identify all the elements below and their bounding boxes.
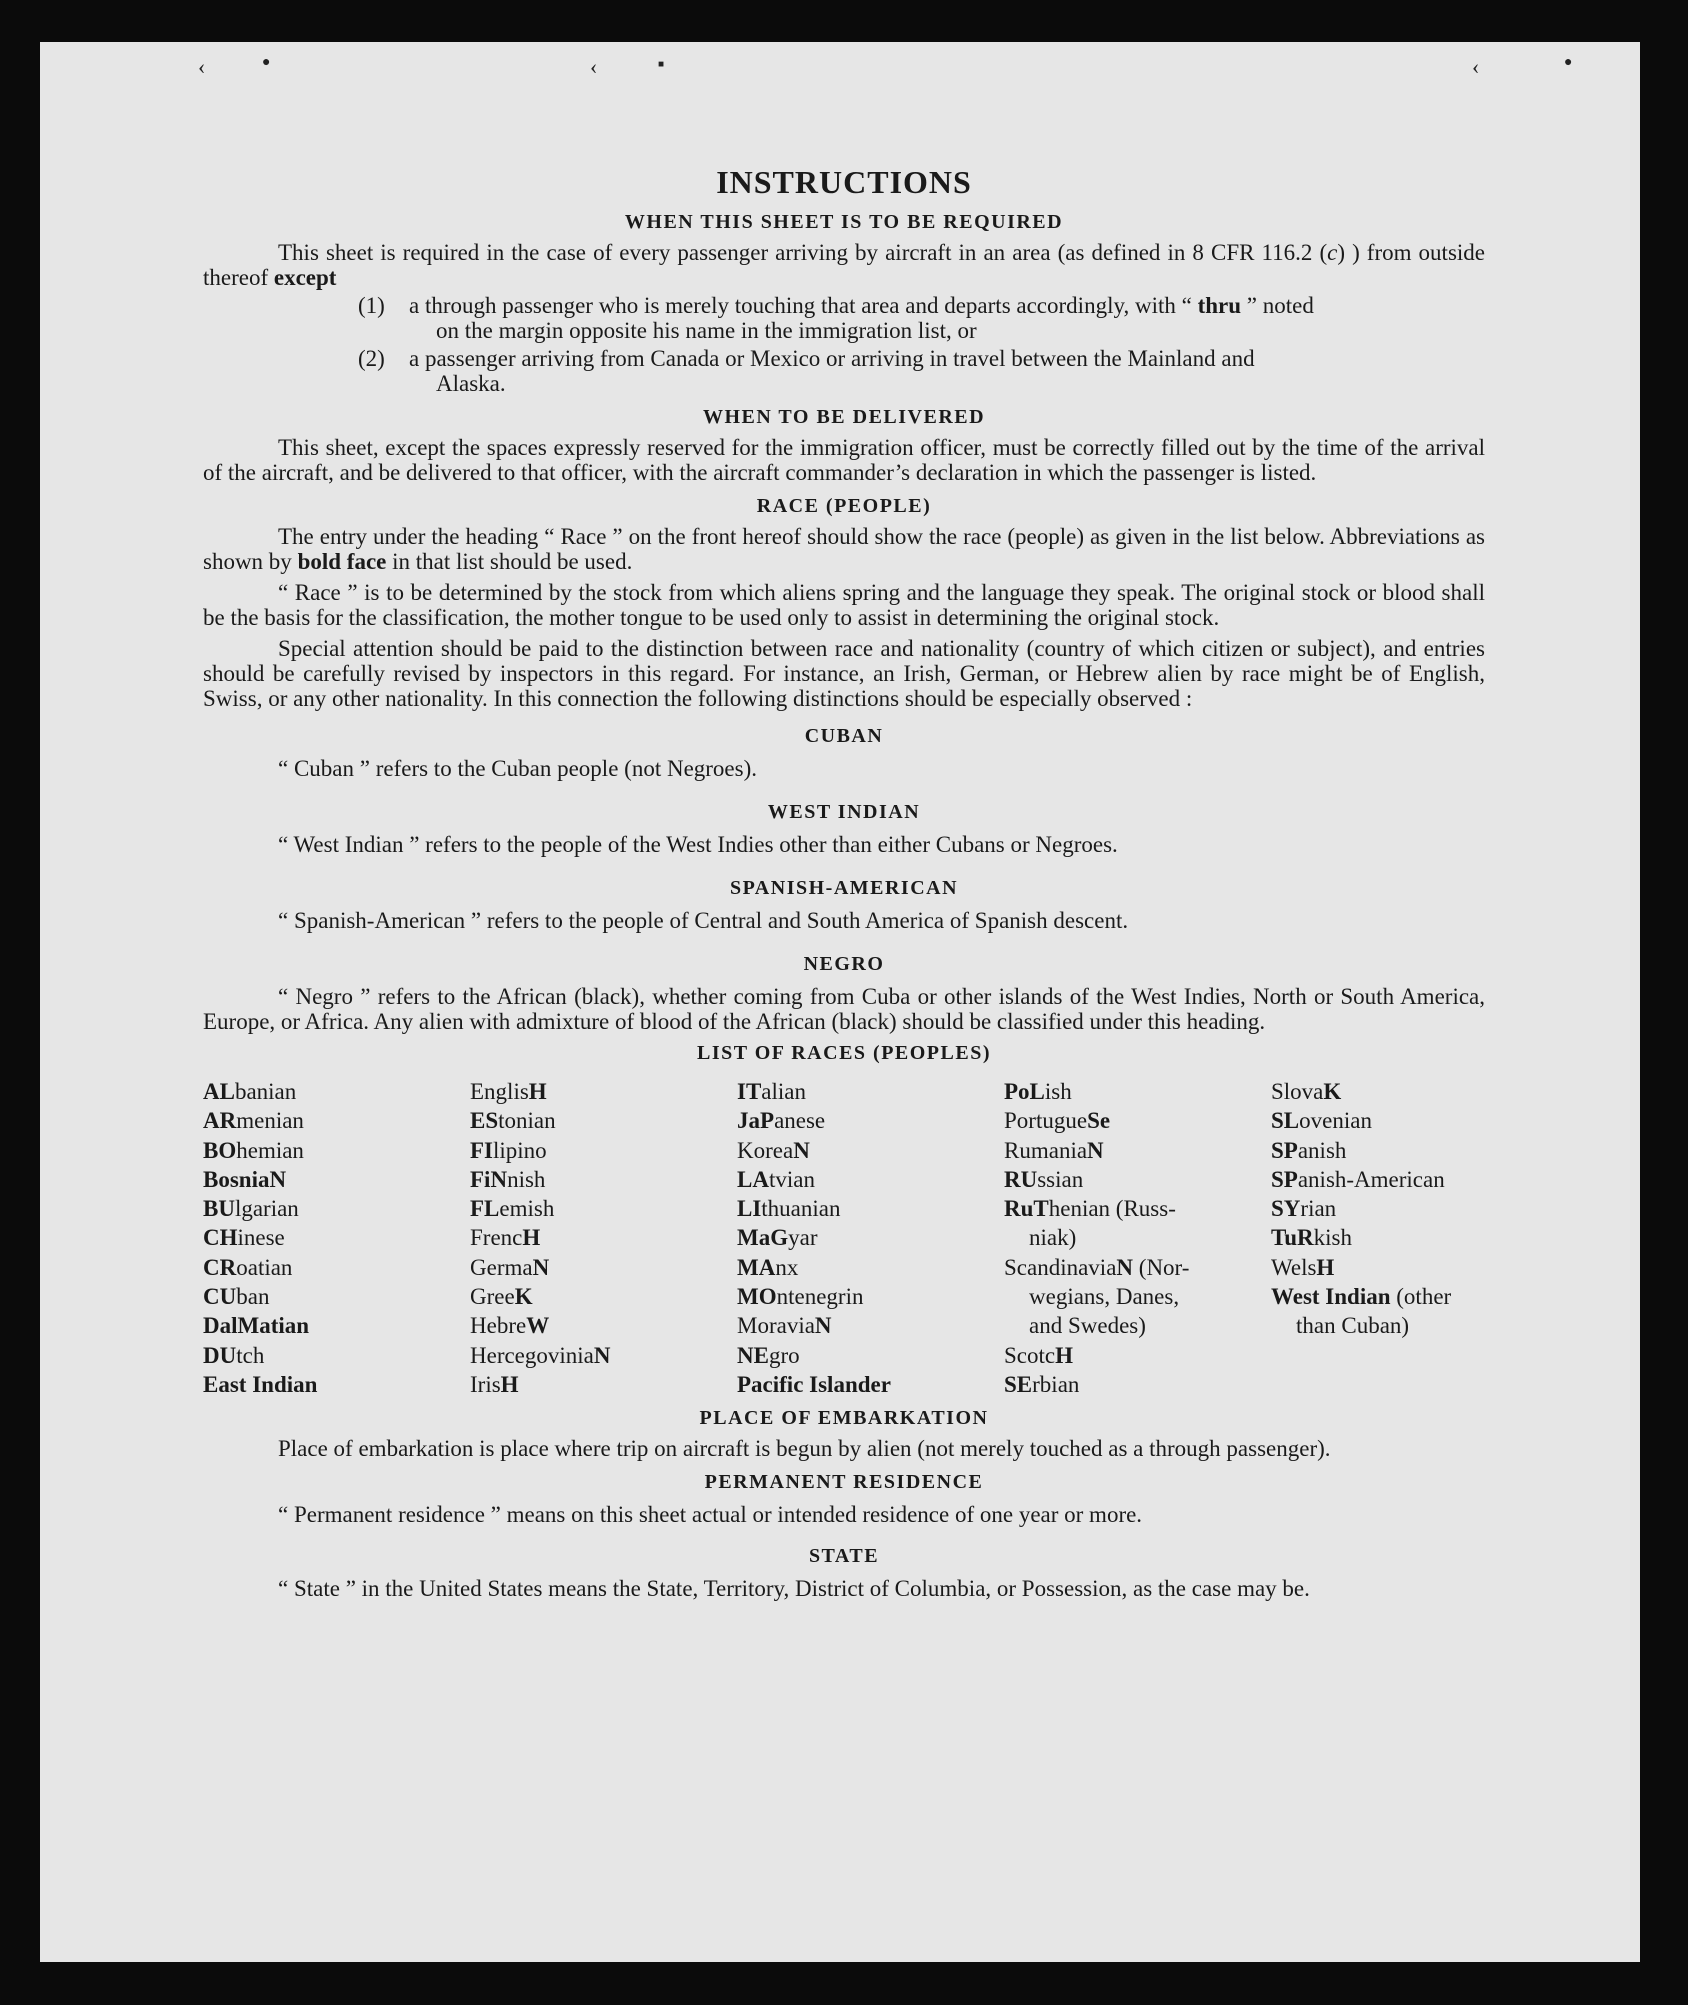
negro-text: “ Negro ” refers to the African (black), whether coming from Cuba or other islands of the West Indies, North or South America, Europe, or Africa. Any alien with admixture of blood of the African (black) should be classified under this heading. <box>203 984 1485 1034</box>
race-entry: SErbian <box>1004 1371 1080 1397</box>
race-entry: TuRkish <box>1271 1225 1352 1251</box>
races-column <box>737 1077 1004 1399</box>
section-heading-west-indian: WEST INDIAN <box>767 801 921 823</box>
race-entry: CUban <box>203 1284 270 1310</box>
race-entry: JaPanese <box>737 1108 826 1134</box>
race-entry: FLemish <box>470 1196 555 1222</box>
west-indian-text: “ West Indian ” refers to the people of the West Indies other than either Cubans or Negroes. <box>278 832 1118 857</box>
state-text: “ State ” in the United States means the State, Territory, District of Columbia, or Possession, as the case may be. <box>278 1576 1310 1602</box>
race-entry: ITalian <box>737 1079 806 1104</box>
race-entry: ScotcH <box>1004 1342 1073 1368</box>
race-entry: WelsH <box>1271 1254 1335 1280</box>
race-entry: ALbanian <box>203 1079 297 1104</box>
race-entry: BOhemian <box>203 1137 304 1163</box>
spanish-american-text: “ Spanish-American ” refers to the people of Central and South America of Spanish descent. <box>278 908 1129 933</box>
residence-text: “ Permanent residence ” means on this sheet actual or intended residence of one year or more. <box>278 1502 1143 1528</box>
race-entry: DalMatian <box>203 1313 310 1339</box>
race-entry: CHinese <box>203 1225 285 1251</box>
race-entry: SlovaK <box>1271 1079 1342 1104</box>
race-entry: Pacific Islander <box>737 1371 891 1397</box>
race-entry: HebreW <box>470 1313 550 1339</box>
section-heading-cuban: CUBAN <box>804 725 884 747</box>
race-entry: RUssian <box>1004 1166 1084 1192</box>
races-list <box>203 1077 1485 1399</box>
delivered-text: This sheet, except the spaces expressly reserved for the immigration officer, must be correctly filled out by the time of the arrival of the aircraft, and be delivered to that officer, with the aircraft commander’s declaration in which the passenger is listed. <box>203 435 1485 485</box>
section-heading-residence: PERMANENT RESIDENCE <box>704 1471 984 1494</box>
races-column <box>1271 1077 1541 1399</box>
race-entry: DUtch <box>203 1342 265 1368</box>
race-entry: LAtvian <box>737 1166 815 1192</box>
race-paragraph-1: The entry under the heading “ Race ” on the front hereof should show the race (people) as given in the list below. Abbreviations as shown by bold face in that list should be used. <box>203 524 1485 574</box>
race-entry: HercegoviniaN <box>470 1342 611 1368</box>
section-heading-embarkation: PLACE OF EMBARKATION <box>699 1407 989 1430</box>
race-paragraph-2: “ Race ” is to be determined by the stock from which aliens spring and the language they speak. The original stock or blood shall be the basis for the classification, the mother tongue to be used only to assist in determining the original stock. <box>203 580 1485 630</box>
instructions-content <box>203 122 1485 1601</box>
race-entry: CRoatian <box>203 1254 293 1280</box>
race-entry: FrencH <box>470 1225 541 1251</box>
race-entry: EnglisH <box>470 1079 547 1104</box>
section-heading-delivered: WHEN TO BE DELIVERED <box>702 406 986 428</box>
race-entry: SPanish <box>1271 1137 1347 1163</box>
race-entry: SYrian <box>1271 1196 1337 1222</box>
race-entry: SLovenian <box>1271 1108 1372 1134</box>
cuban-text: “ Cuban ” refers to the Cuban people (not Negroes). <box>278 756 758 781</box>
scan-mark: ■ <box>658 59 665 70</box>
race-entry: FiNnish <box>470 1166 546 1192</box>
race-entry: wegians, Danes, <box>1029 1284 1180 1310</box>
race-entry: LIthuanian <box>737 1196 841 1222</box>
section-heading-race: RACE (PEOPLE) <box>756 495 932 517</box>
races-column <box>203 1077 470 1399</box>
race-entry: KoreaN <box>737 1137 810 1163</box>
race-entry: ARmenian <box>203 1108 304 1134</box>
race-entry: SPanish-American <box>1271 1166 1445 1192</box>
scan-mark: ‹ <box>198 54 206 79</box>
required-intro: This sheet is required in the case of every passenger arriving by aircraft in an area (as defined in 8 CFR 116.2 (c) ) from outside thereof except <box>203 240 1485 290</box>
race-entry: RumaniaN <box>1004 1137 1104 1163</box>
race-entry: PortugueSe <box>1004 1108 1111 1134</box>
race-entry: BUlgarian <box>203 1196 299 1222</box>
race-entry: BosniaN <box>203 1166 287 1192</box>
section-heading-required: WHEN THIS SHEET IS TO BE REQUIRED <box>624 211 1064 233</box>
race-entry: IrisH <box>470 1371 519 1397</box>
section-heading-spanish-american: SPANISH-AMERICAN <box>729 877 959 899</box>
race-entry: East Indian <box>203 1371 318 1397</box>
embarkation-text: Place of embarkation is place where trip on aircraft is begun by alien (not merely touched as a through passenger). <box>278 1436 1331 1462</box>
race-entry: MoraviaN <box>737 1313 832 1339</box>
race-entry: NEgro <box>737 1342 800 1368</box>
exception-item-1: (1) a through passenger who is merely touching that area and departs accordingly, with “ thru ” noted on the margin opposite his name in the immigration list, or <box>358 293 1314 343</box>
race-entry: GermaN <box>470 1254 550 1280</box>
race-paragraph-3: Special attention should be paid to the distinction between race and nationality (country of which citizen or subject), and entries should be carefully revised by inspectors in this regard. For instance, an Irish, German, or Hebrew alien by race might be of English, Swiss, or any other nationality. In this connection the following distinctions should be especially observed : <box>203 636 1485 711</box>
section-heading-negro: NEGRO <box>803 953 885 975</box>
section-heading-state: STATE <box>808 1545 880 1568</box>
scan-mark: ‹ <box>1472 54 1480 79</box>
race-entry: and Swedes) <box>1029 1313 1146 1339</box>
scan-mark: ● <box>1564 55 1573 70</box>
race-entry: GreeK <box>470 1284 533 1310</box>
race-entry: EStonian <box>470 1108 556 1134</box>
race-entry: MAnx <box>737 1254 799 1280</box>
page-title: INSTRUCTIONS <box>716 164 972 200</box>
race-entry: FIlipino <box>470 1137 547 1163</box>
races-column <box>1004 1077 1271 1399</box>
race-entry: niak) <box>1029 1225 1077 1251</box>
scan-mark: ‹ <box>590 54 598 79</box>
race-entry: than Cuban) <box>1296 1313 1410 1339</box>
race-entry: ScandinaviaN (Nor- <box>1004 1254 1190 1280</box>
race-entry: MOntenegrin <box>737 1284 864 1310</box>
exception-item-2: (2) a passenger arriving from Canada or Mexico or arriving in travel between the Mainland and Alaska. <box>358 346 1255 396</box>
races-list-heading: LIST OF RACES (PEOPLES) <box>696 1042 991 1064</box>
race-entry: West Indian (other <box>1271 1284 1452 1310</box>
races-column <box>470 1077 737 1399</box>
race-entry: PoLish <box>1004 1079 1072 1104</box>
race-entry: RuThenian (Russ- <box>1004 1196 1176 1222</box>
race-entry: MaGyar <box>737 1225 818 1251</box>
scan-mark: ● <box>262 55 271 70</box>
